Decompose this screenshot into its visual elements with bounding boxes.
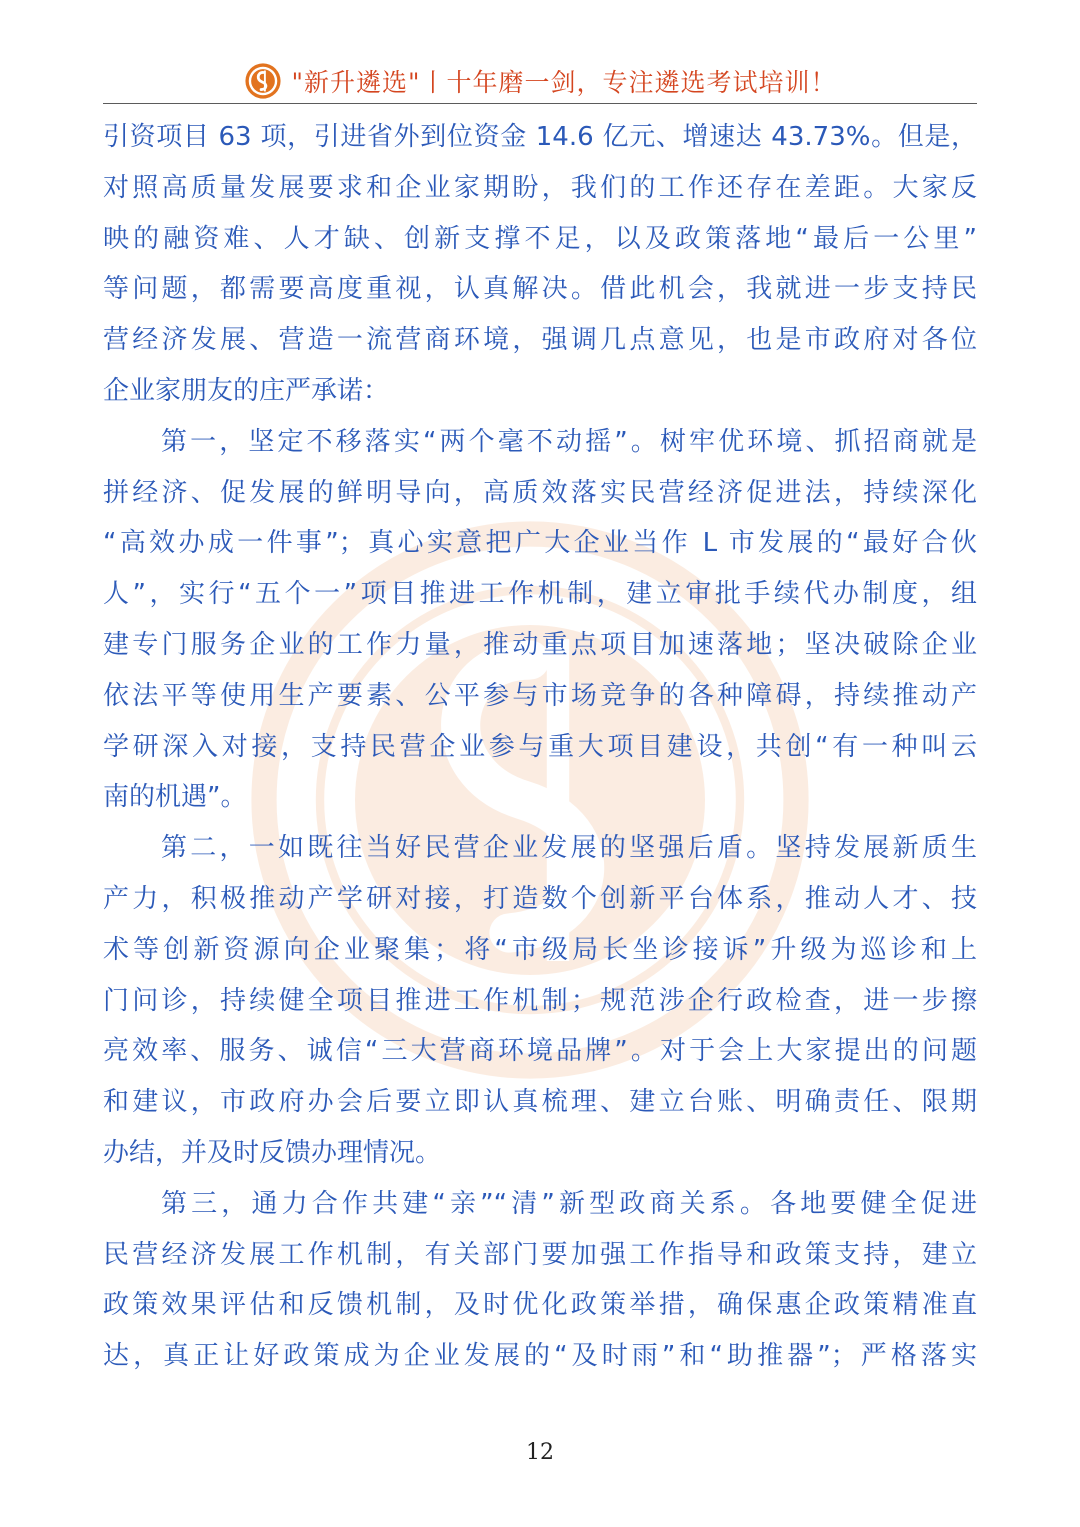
paragraph-line: 营经济发展、营造一流营商环境，强调几点意见，也是市政府对各位	[103, 325, 977, 356]
paragraph-line: 映的融资难、人才缺、创新支撑不足，以及政策落地“最后一公里”	[103, 223, 977, 254]
paragraph-line: 政策效果评估和反馈机制，及时优化政策举措，确保惠企政策精准直	[103, 1290, 977, 1321]
paragraph-line: 民营经济发展工作机制，有关部门要加强工作指导和政策支持，建立	[103, 1239, 977, 1270]
paragraph-line: 第二，一如既往当好民营企业发展的坚强后盾。坚持发展新质生	[161, 833, 977, 864]
header-divider	[103, 103, 977, 104]
paragraph-line: 引资项目 63 项，引进省外到位资金 14.6 亿元、增速达 43.73%。但是，	[103, 122, 977, 152]
paragraph-line: 学研深入对接，支持民营企业参与重大项目建设，共创“有一种叫云	[103, 731, 977, 762]
paragraph	[103, 1179, 977, 1382]
paragraph-line: 拼经济、促发展的鲜明导向，高质效落实民营经济促进法，持续深化	[103, 477, 977, 508]
paragraph-line: 第三，通力合作共建“亲”“清”新型政商关系。各地要健全促进	[161, 1188, 977, 1219]
paragraph-line: 亮效率、服务、诚信“三大营商环境品牌”。对于会上大家提出的问题	[103, 1036, 977, 1067]
paragraph-line: 企业家朋友的庄严承诺：	[103, 375, 390, 406]
paragraph-line: 南的机遇”。	[103, 782, 247, 813]
paragraph	[103, 112, 977, 417]
paragraph-line: 术等创新资源向企业聚集；将“市级局长坐诊接诉”升级为巡诊和上	[103, 934, 977, 965]
page-header	[103, 58, 977, 104]
paragraph	[103, 417, 977, 823]
paragraph-line: 办结，并及时反馈办理情况。	[103, 1137, 442, 1168]
paragraph-line: “高效办成一件事”；真心实意把广大企业当作 L 市发展的“最好合伙	[103, 528, 977, 559]
page-number: 12	[526, 1440, 554, 1465]
paragraph-line: 等问题，都需要高度重视，认真解决。借此机会，我就进一步支持民	[103, 274, 977, 305]
header-slogan: "新升遴选"丨十年磨一剑，专注遴选考试培训！	[291, 68, 837, 97]
paragraph-line: 人”，实行“五个一”项目推进工作机制，建立审批手续代办制度，组	[103, 579, 977, 610]
paragraph-line: 对照高质量发展要求和企业家期盼，我们的工作还存在差距。大家反	[103, 172, 977, 203]
paragraph-line: 达，真正让好政策成为企业发展的“及时雨”和“助推器”；严格落实	[103, 1341, 977, 1372]
document-body	[103, 112, 977, 1382]
paragraph-line: 门问诊，持续健全项目推进工作机制；规范涉企行政检查，进一步擦	[103, 985, 977, 1016]
paragraph-line: 依法平等使用生产要素、公平参与市场竞争的各种障碍，持续推动产	[103, 680, 977, 711]
paragraph-line: 产力，积极推动产学研对接，打造数个创新平台体系，推动人才、技	[103, 883, 977, 914]
paragraph-line: 和建议，市政府办会后要立即认真梳理、建立台账、明确责任、限期	[103, 1087, 977, 1118]
paragraph-line: 建专门服务企业的工作力量，推动重点项目加速落地；坚决破除企业	[103, 629, 977, 660]
organization-logo-icon	[244, 62, 282, 100]
paragraph	[103, 823, 977, 1179]
paragraph-line: 第一，坚定不移落实“两个毫不动摇”。树牢优环境、抓招商就是	[161, 426, 977, 457]
